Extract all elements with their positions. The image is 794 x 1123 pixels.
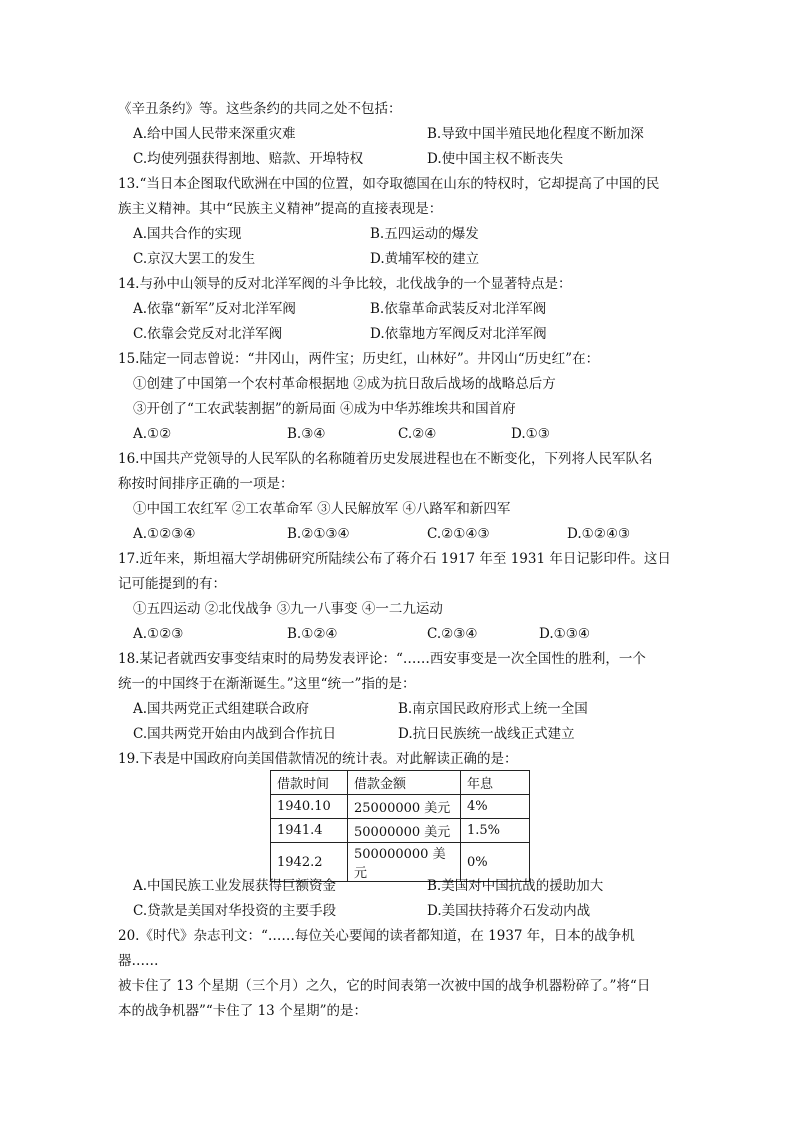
- q19-option-c: C.贷款是美国对华投资的主要手段: [133, 903, 337, 919]
- q20-stem-line1: 20.《时代》杂志刊文：“……每位关心要闻的读者都知道，在 1937 年，日本的战争机: [118, 928, 635, 944]
- table-cell: 500000000 美元: [348, 843, 461, 882]
- loan-table: [270, 770, 530, 882]
- q13-stem-line1: 13.“当日本企图取代欧洲在中国的位置，如夺取德国在山东的特权时，它却提高了中国的民: [118, 176, 660, 192]
- q12-option-b: B.导致中国半殖民地化程度不断加深: [427, 126, 644, 142]
- q16-stem-line1: 16.中国共产党领导的人民军队的名称随着历史发展进程也在不断变化，下列将人民军队名: [118, 451, 653, 467]
- q17-option-a: A.①②③: [133, 626, 184, 642]
- q19-option-d: D.美国扶持蒋介石发动内战: [427, 903, 591, 919]
- q20-stem-line2: 器……: [118, 953, 159, 969]
- q19-stem: 19.下表是中国政府向美国借款情况的统计表。对此解读正确的是：: [118, 751, 518, 767]
- q16-option-b: B.②①③④: [287, 526, 350, 542]
- q18-option-c: C.国共两党开始由内战到合作抗日: [133, 726, 337, 742]
- q18-option-a: A.国共两党正式组建联合政府: [133, 701, 310, 717]
- table-row: [271, 819, 530, 843]
- q15-option-a: A.①②: [133, 426, 172, 442]
- q12-option-c: C.均使列强获得割地、赔款、开埠特权: [133, 151, 364, 167]
- q14-stem: 14.与孙中山领导的反对北洋军阀的斗争比较，北伐战争的一个显著特点是：: [118, 276, 572, 292]
- q17-option-d: D.①③④: [539, 626, 590, 642]
- q14-option-c: C.依靠会党反对北洋军阀: [133, 326, 283, 342]
- q16-items: ①中国工农红军 ②工农革命军 ③人民解放军 ④八路军和新四军: [133, 501, 511, 517]
- q19-option-a: A.中国民族工业发展获得巨额资金: [133, 878, 337, 894]
- q15-items-line2: ③开创了“工农武装割据”的新局面 ④成为中华苏维埃共和国首府: [133, 401, 516, 417]
- q18-option-d: D.抗日民族统一战线正式建立: [398, 726, 575, 742]
- table-cell: 0%: [461, 843, 530, 882]
- q16-option-d: D.①②④③: [567, 526, 631, 542]
- table-row: [271, 843, 530, 882]
- table-cell: 50000000 美元: [348, 819, 461, 843]
- table-cell: 1940.10: [271, 795, 348, 819]
- q18-stem-line1: 18.某记者就西安事变结束时的局势发表评论：“……西安事变是一次全国性的胜利，一个: [118, 651, 646, 667]
- q20-stem-line4: 本的战争机器”“卡住了 13 个星期”的是：: [118, 1003, 367, 1019]
- q13-option-c: C.京汉大罢工的发生: [133, 251, 256, 267]
- q15-items-line1: ①创建了中国第一个农村革命根据地 ②成为抗日敌后战场的战略总后方: [133, 376, 556, 392]
- q13-option-a: A.国共合作的实现: [133, 226, 242, 242]
- q17-option-c: C.②③④: [427, 626, 478, 642]
- q19-option-b: B.美国对中国抗战的援助加大: [427, 878, 604, 894]
- q13-option-d: D.黄埔军校的建立: [370, 251, 480, 267]
- table-header-cell: 年息: [461, 771, 530, 795]
- q17-stem-line2: 记可能提到的有：: [118, 576, 226, 592]
- table-cell: 25000000 美元: [348, 795, 461, 819]
- table-row: [271, 795, 530, 819]
- q12-option-a: A.给中国人民带来深重灾难: [133, 126, 296, 142]
- q15-option-b: B.③④: [287, 426, 326, 442]
- table-header-cell: 借款时间: [271, 771, 348, 795]
- q12-stem-end: 《辛丑条约》等。这些条约的共同之处不包括：: [118, 101, 402, 117]
- table-cell: 4%: [461, 795, 530, 819]
- q13-option-b: B.五四运动的爆发: [370, 226, 479, 242]
- table-header-row: [271, 771, 530, 795]
- q16-option-a: A.①②③④: [133, 526, 196, 542]
- table-cell: 1942.2: [271, 843, 348, 882]
- q15-option-d: D.①③: [511, 426, 550, 442]
- q16-stem-line2: 称按时间排序正确的一项是：: [118, 476, 294, 492]
- table-cell: 1941.4: [271, 819, 348, 843]
- q15-stem: 15.陆定一同志曾说：“井冈山，两件宝；历史红，山林好”。井冈山“历史红”在：: [118, 351, 600, 367]
- q14-option-b: B.依靠革命武装反对北洋军阀: [370, 301, 547, 317]
- q17-stem-line1: 17.近年来，斯坦福大学胡佛研究所陆续公布了蒋介石 1917 年至 1931 年日记影印件。这日: [118, 551, 671, 567]
- q18-option-b: B.南京国民政府形式上统一全国: [398, 701, 588, 717]
- q13-stem-line2: 族主义精神。其中“民族主义精神”提高的直接表现是：: [118, 201, 443, 217]
- q18-stem-line2: 统一的中国终于在渐渐诞生。”这里“统一”指的是：: [118, 676, 416, 692]
- q14-option-a: A.依靠“新军”反对北洋军阀: [133, 301, 296, 317]
- q20-stem-line3: 被卡住了 13 个星期（三个月）之久，它的时间表第一次被中国的战争机器粉碎了。”将“日: [118, 978, 651, 994]
- table-header-cell: 借款金额: [348, 771, 461, 795]
- q15-option-c: C.②④: [398, 426, 437, 442]
- q14-option-d: D.依靠地方军阀反对北洋军阀: [370, 326, 547, 342]
- q17-items: ①五四运动 ②北伐战争 ③九一八事变 ④一二九运动: [133, 601, 443, 617]
- q17-option-b: B.①②④: [287, 626, 338, 642]
- table-cell: 1.5%: [461, 819, 530, 843]
- q16-option-c: C.②①④③: [427, 526, 490, 542]
- q12-option-d: D.使中国主权不断丧失: [427, 151, 564, 167]
